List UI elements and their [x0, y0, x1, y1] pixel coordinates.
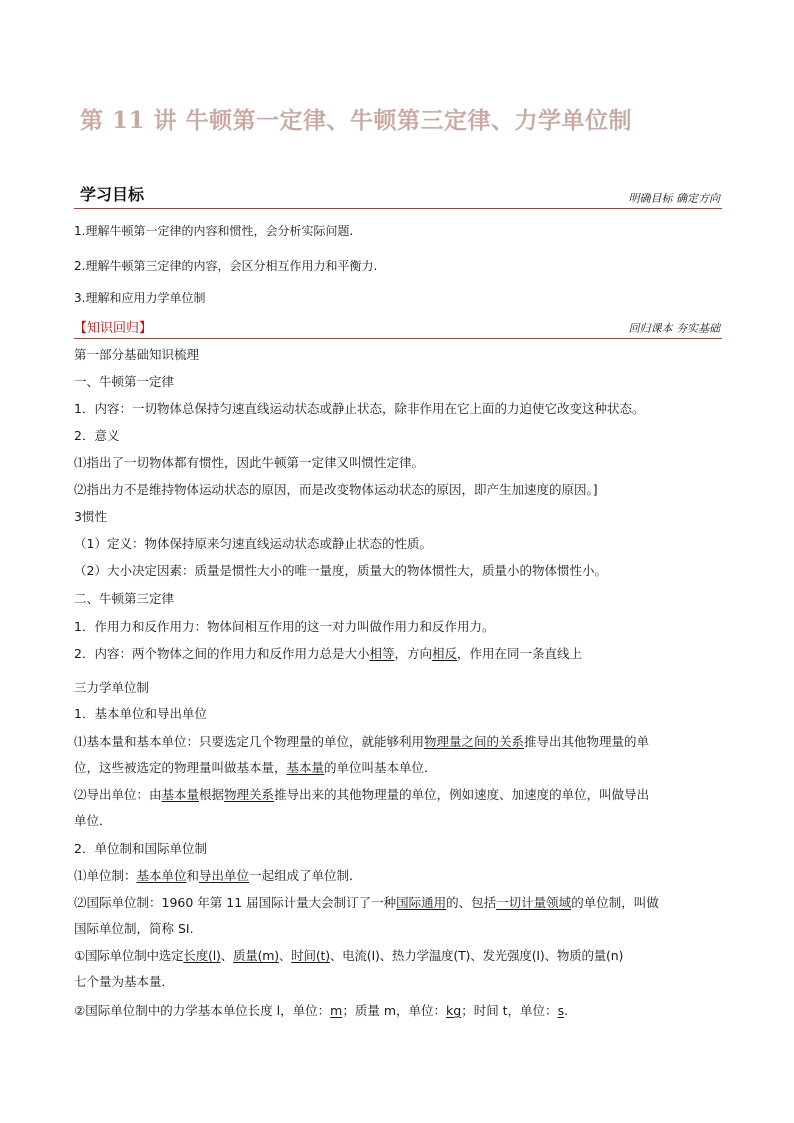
paragraph: [74, 948, 726, 964]
paragraph: [74, 895, 726, 911]
part-title: 第一部分基础知识梳理: [74, 347, 200, 362]
text-run: 的、包括: [446, 895, 497, 910]
paragraph: [74, 646, 726, 662]
text-run: ⑴单位制：: [74, 868, 137, 883]
underlined-term: kg: [446, 1003, 462, 1018]
text-run: 、: [278, 948, 292, 963]
text-run: ；质量 m，单位：: [342, 1003, 446, 1018]
underlined-term: 国际通用: [396, 895, 447, 910]
text-run: 的单位叫基本单位．: [324, 760, 437, 775]
text-run: 推导出其他物理量的单: [524, 734, 650, 749]
review-header-tagline: 回归课本 夯实基础: [628, 322, 720, 335]
text-run: 位，这些被选定的物理量叫做基本量，: [74, 760, 287, 775]
text-run: ；时间 t，单位：: [461, 1003, 558, 1018]
underlined-term: s: [557, 1003, 565, 1018]
paragraph: 2．单位制和国际单位制: [74, 841, 207, 856]
text-run: 2．内容：两个物体之间的作用力和反作用力总是大小: [74, 646, 370, 661]
review-header: [74, 310, 722, 339]
text-run: 推导出来的其他物理量的单位，例如速度、加速度的单位，叫做导出: [274, 787, 650, 802]
section-heading: 二、牛顿第三定律: [74, 591, 175, 606]
text-run: .: [564, 1003, 569, 1018]
paragraph: ⑴指出了一切物体都有惯性，因此牛顿第一定律又叫惯性定律。: [74, 455, 425, 470]
underlined-term: m: [330, 1003, 343, 1018]
paragraph: 国际单位制，简称 SI.: [74, 921, 194, 936]
goals-header-tagline: 明确目标 确定方向: [628, 192, 720, 205]
paragraph: ⑵指出力不是维持物体运动状态的原因，而是改变物体运动状态的原因，即产生加速度的原因。]: [74, 482, 598, 497]
underlined-term: 一切计量领域: [496, 895, 572, 910]
text-run: ，方向: [394, 646, 432, 661]
section-heading: 三力学单位制: [74, 680, 150, 695]
text-run: ①国际单位制中选定: [74, 948, 184, 963]
paragraph: 2．意义: [74, 428, 120, 443]
text-run: ⑴基本量和基本单位：只要选定几个物理量的单位，就能够利用: [74, 734, 425, 749]
paragraph: 七个量为基本量．: [74, 974, 175, 989]
paragraph: 1．作用力和反作用力：物体间相互作用的这一对力叫做作用力和反作用力。: [74, 619, 495, 634]
paragraph: 单位．: [74, 813, 112, 828]
underlined-term: 长度(l): [183, 948, 221, 963]
underlined-term: 基本量: [161, 787, 200, 802]
underlined-term: 导出单位: [199, 868, 250, 883]
goal-item: 1.理解牛顿第一定律的内容和惯性，会分析实际问题.: [74, 224, 354, 238]
paragraph: [74, 760, 726, 776]
underlined-term: 相等: [369, 646, 395, 661]
paragraph: 1．内容：一切物体总保持匀速直线运动状态或静止状态，除非作用在它上面的力迫使它改变这种状态。: [74, 401, 645, 416]
paragraph: [74, 787, 726, 803]
text-run: ②国际单位制中的力学基本单位长度 l，单位：: [74, 1003, 331, 1018]
paragraph: [74, 734, 726, 750]
underlined-term: 基本量: [286, 760, 325, 775]
underlined-term: 基本单位: [136, 868, 187, 883]
review-header-label: 【知识回归】: [74, 321, 153, 336]
goals-header: [74, 178, 722, 209]
section-heading: 一、牛顿第一定律: [74, 374, 175, 389]
text-run: ⑵国际单位制：1960 年第 11 届国际计量大会制订了一种: [74, 895, 397, 910]
underlined-term: 时间(t): [291, 948, 330, 963]
text-run: ，作用在同一条直线上: [457, 646, 583, 661]
underlined-term: 物理量之间的关系: [424, 734, 525, 749]
paragraph: [74, 1003, 726, 1019]
text-run: ⑵导出单位：由: [74, 787, 162, 802]
goals-header-label: 学习目标: [80, 185, 145, 204]
text-run: 、电流(I)、热力学温度(T)、发光强度(I)、物质的量(n): [329, 948, 624, 963]
paragraph: 3惯性: [74, 509, 107, 524]
underlined-term: 相反: [432, 646, 458, 661]
underlined-term: 质量(m): [232, 948, 279, 963]
paragraph: （2）大小决定因素：质量是惯性大小的唯一量度，质量大的物体惯性大，质量小的物体惯性小。: [74, 563, 607, 578]
paragraph: 1．基本单位和导出单位: [74, 706, 207, 721]
underlined-term: 物理关系: [224, 787, 275, 802]
goal-item: 3.理解和应用力学单位制: [74, 291, 206, 305]
text-run: 和: [186, 868, 200, 883]
paragraph: （1）定义：物体保持原来匀速直线运动状态或静止状态的性质。: [74, 536, 432, 551]
text-run: 的单位制，叫做: [571, 895, 659, 910]
goal-item: 2.理解牛顿第三定律的内容，会区分相互作用力和平衡力.: [74, 259, 378, 273]
text-run: 根据: [199, 787, 225, 802]
lesson-title: 第 11 讲 牛顿第一定律、牛顿第三定律、力学单位制: [80, 107, 633, 134]
text-run: 一起组成了单位制．: [249, 868, 362, 883]
text-run: 、: [220, 948, 233, 963]
paragraph: [74, 868, 726, 884]
